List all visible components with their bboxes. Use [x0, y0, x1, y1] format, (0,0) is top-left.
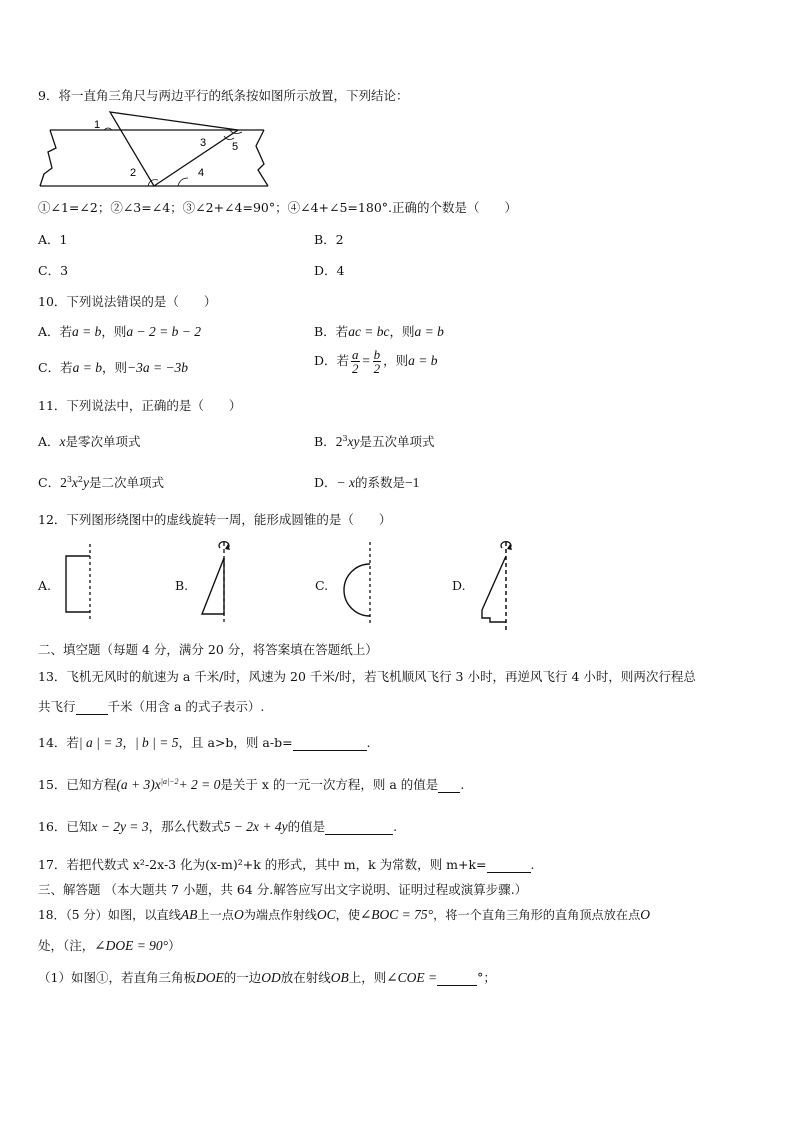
q18-line-ab: AB [180, 907, 198, 922]
q17-end: . [530, 857, 535, 872]
q12-figure-a [60, 542, 100, 622]
q10-b-cond: ac = bc [348, 324, 390, 339]
q16 [38, 817, 397, 835]
q10-d-prefix: D．若 [314, 353, 350, 368]
q11-b-base: 2 [335, 434, 343, 449]
q18-point-o-2: O [640, 907, 651, 922]
q10-stem: 10．下列说法错误的是（ ） [38, 294, 217, 309]
answer-blank[interactable] [76, 699, 108, 715]
q9-option-c[interactable]: C．3 [38, 263, 69, 278]
q14-text: ，且 a>b，则 a-b= [178, 735, 293, 750]
q18-line1 [38, 906, 650, 923]
q11-d-prefix: D． [314, 475, 337, 490]
q10-option-d[interactable] [314, 348, 438, 375]
q10-d-then: ，则 [383, 353, 409, 368]
q9-figure [38, 108, 278, 190]
q15-eq-a: (a + 3)x [116, 777, 161, 792]
q9-option-d[interactable]: D．4 [314, 263, 345, 278]
q11-c-y: y [83, 475, 90, 490]
q18-side-od: OD [261, 970, 281, 985]
q16-end: . [393, 819, 398, 834]
q10-d-equals: = [361, 353, 371, 368]
q11-c-prefix: C． [38, 475, 61, 490]
q18-l2-prefix: 处，（注， [38, 938, 95, 953]
q11-d-value: −1 [405, 475, 420, 490]
answer-blank[interactable] [293, 735, 367, 751]
q18-l2-suffix: ） [168, 938, 181, 953]
q11-c-xexp: 2 [77, 474, 84, 484]
q9-stem: 9．将一直角三角尺与两边平行的纸条按如图所示放置，下列结论： [38, 88, 409, 103]
q16-text: 的值是 [287, 819, 326, 834]
q11-stem: 11．下列说法中，正确的是（ ） [38, 398, 242, 413]
q9-option-a[interactable]: A．1 [38, 232, 68, 247]
section-2-heading: 二、填空题（每题 4 分，满分 20 分，将答案填在答题纸上） [38, 642, 378, 657]
q15-text: 是关于 x 的一元一次方程，则 a 的值是 [220, 777, 439, 792]
q10-a-prefix: A．若 [38, 324, 73, 339]
q12-figure-b [196, 538, 236, 622]
q18-part1 [38, 968, 496, 986]
answer-blank[interactable] [487, 857, 531, 873]
q18-triangle-doe: DOE [195, 970, 224, 985]
q12-label-d[interactable]: D. [452, 578, 466, 593]
q11-c-x: x [71, 475, 78, 490]
q18-line2 [38, 936, 181, 954]
q10-option-b[interactable] [314, 322, 444, 340]
q14-end: . [366, 735, 371, 750]
q10-c-then: ，则 [101, 360, 127, 375]
q11-d-text: 的系数是 [355, 475, 406, 490]
q11-b-exp: 3 [342, 433, 348, 443]
answer-blank[interactable] [438, 777, 460, 793]
q18-angle-coe: ∠COE = [386, 970, 438, 985]
q11-c-exp: 3 [66, 474, 72, 484]
fraction-a-over-2: $\frac{a}{2}$ [352, 347, 359, 376]
q14-abs-b: | b | = 5 [134, 735, 179, 750]
q10-b-prefix: B．若 [314, 324, 349, 339]
q15-eq-exp: |a|−2 [160, 776, 179, 786]
q11-c-base: 2 [60, 475, 67, 490]
q10-b-result: a = b [414, 324, 444, 339]
q16-condition: x − 2y = 3 [91, 819, 149, 834]
q11-b-math: xy [347, 434, 360, 449]
q18-ray-oc: OC [316, 907, 336, 922]
q10-a-result: a − 2 = b − 2 [126, 324, 202, 339]
q14-abs-a: | a | = 3 [78, 735, 123, 750]
q16-prefix: 16．已知 [38, 819, 92, 834]
q12-label-b[interactable]: B. [175, 578, 189, 593]
q14 [38, 733, 371, 751]
q13-suffix: 千米（用含 a 的式子表示）. [107, 699, 265, 714]
q18-angle-doe: ∠DOE = 90° [94, 938, 169, 953]
q17-text: 17．若把代数式 x²-2x-3 化为(x-m)²+k 的形式，其中 m，k 为常数，则 m+k= [38, 857, 487, 872]
q18-l1-mid1: 上一点 [197, 908, 234, 922]
q11-a-math: x [59, 434, 66, 449]
q15-end: . [460, 777, 465, 792]
answer-blank[interactable] [437, 970, 477, 986]
q10-option-c[interactable] [38, 358, 188, 376]
angle-label-4: 4 [198, 167, 205, 179]
q14-sep: ， [122, 735, 135, 750]
q16-mid: ，那么代数式 [148, 819, 224, 834]
q10-b-then: ，则 [389, 324, 415, 339]
section-3-heading: 三、解答题 （本大题共 7 小题，共 64 分.解答应写出文字说明、证明过程或演算步骤.） [38, 882, 528, 897]
q11-c-text: 是二次单项式 [89, 475, 165, 490]
q12-figure-d [476, 538, 520, 630]
q18-l3-mid2: 放在射线 [280, 970, 331, 985]
q14-prefix: 14．若 [38, 735, 79, 750]
q10-c-prefix: C．若 [38, 360, 73, 375]
q10-a-then: ，则 [101, 324, 127, 339]
q15-eq-b: + 2 = 0 [178, 777, 221, 792]
q10-a-cond: a = b [72, 324, 102, 339]
q9-option-b[interactable]: B．2 [314, 232, 344, 247]
q18-l3-mid3: 上，则 [348, 970, 387, 985]
q18-point-o: O [233, 907, 244, 922]
q18-l3-prefix: （1）如图①，若直角三角板 [38, 970, 196, 985]
q18-l1-prefix: 18．（5 分）如图，以直线 [38, 908, 181, 922]
q9-conclusions: ①∠1=∠2；②∠3=∠4；③∠2+∠4=90°；④∠4+∠5=180°.正确的个数是（ ） [38, 200, 517, 215]
q12-stem: 12．下列图形绕图中的虚线旋转一周，能形成圆锥的是（ ） [38, 512, 392, 527]
q13-line1: 13．飞机无风时的航速为 a 千米/时，风速为 20 千米/时，若飞机顺风飞行 3 小时，再逆风飞行 4 小时，则两次行程总 [38, 669, 696, 684]
q11-option-c[interactable] [38, 473, 164, 491]
q15 [38, 775, 464, 793]
q11-b-text: 是五次单项式 [359, 434, 435, 449]
q15-prefix: 15．已知方程 [38, 777, 117, 792]
angle-label-3: 3 [200, 137, 207, 149]
q12-label-a[interactable]: A. [38, 578, 52, 593]
q11-b-prefix: B． [314, 434, 336, 449]
q18-l1-mid2: 为端点作射线 [243, 908, 317, 922]
q17 [38, 855, 535, 873]
angle-label-2: 2 [130, 167, 137, 179]
q10-option-a[interactable] [38, 322, 201, 340]
q16-expression: 5 − 2x + 4y [223, 819, 288, 834]
q11-d-math: − x [336, 475, 356, 490]
q10-d-result: a = b [408, 353, 438, 368]
q11-option-d[interactable] [314, 473, 419, 491]
q18-l1-mid3: ，使 [335, 908, 360, 922]
q11-a-prefix: A． [38, 434, 60, 449]
q18-l1-text: ，将一个直角三角形的直角顶点放在点 [433, 908, 641, 922]
q10-c-cond: a = b [72, 360, 102, 375]
q18-l3-mid1: 的一边 [223, 970, 262, 985]
q13-line2 [38, 697, 264, 715]
q11-option-b[interactable] [314, 432, 435, 450]
q18-l3-suffix: °； [477, 970, 496, 985]
q11-option-a[interactable] [38, 432, 141, 450]
q13-prefix: 共飞行 [38, 699, 76, 714]
angle-label-1: 1 [94, 119, 101, 131]
q18-angle-boc: ∠BOC = 75° [360, 907, 434, 922]
q10-c-result: −3a = −3b [126, 360, 189, 375]
q11-a-text: 是零次单项式 [65, 434, 141, 449]
q18-ray-ob: OB [330, 970, 349, 985]
q12-figure-c [336, 540, 380, 624]
fraction-b-over-2: $\frac{b}{2}$ [373, 347, 381, 376]
angle-label-5: 5 [232, 141, 239, 153]
q12-label-c[interactable]: C. [315, 578, 329, 593]
answer-blank[interactable] [325, 819, 393, 835]
